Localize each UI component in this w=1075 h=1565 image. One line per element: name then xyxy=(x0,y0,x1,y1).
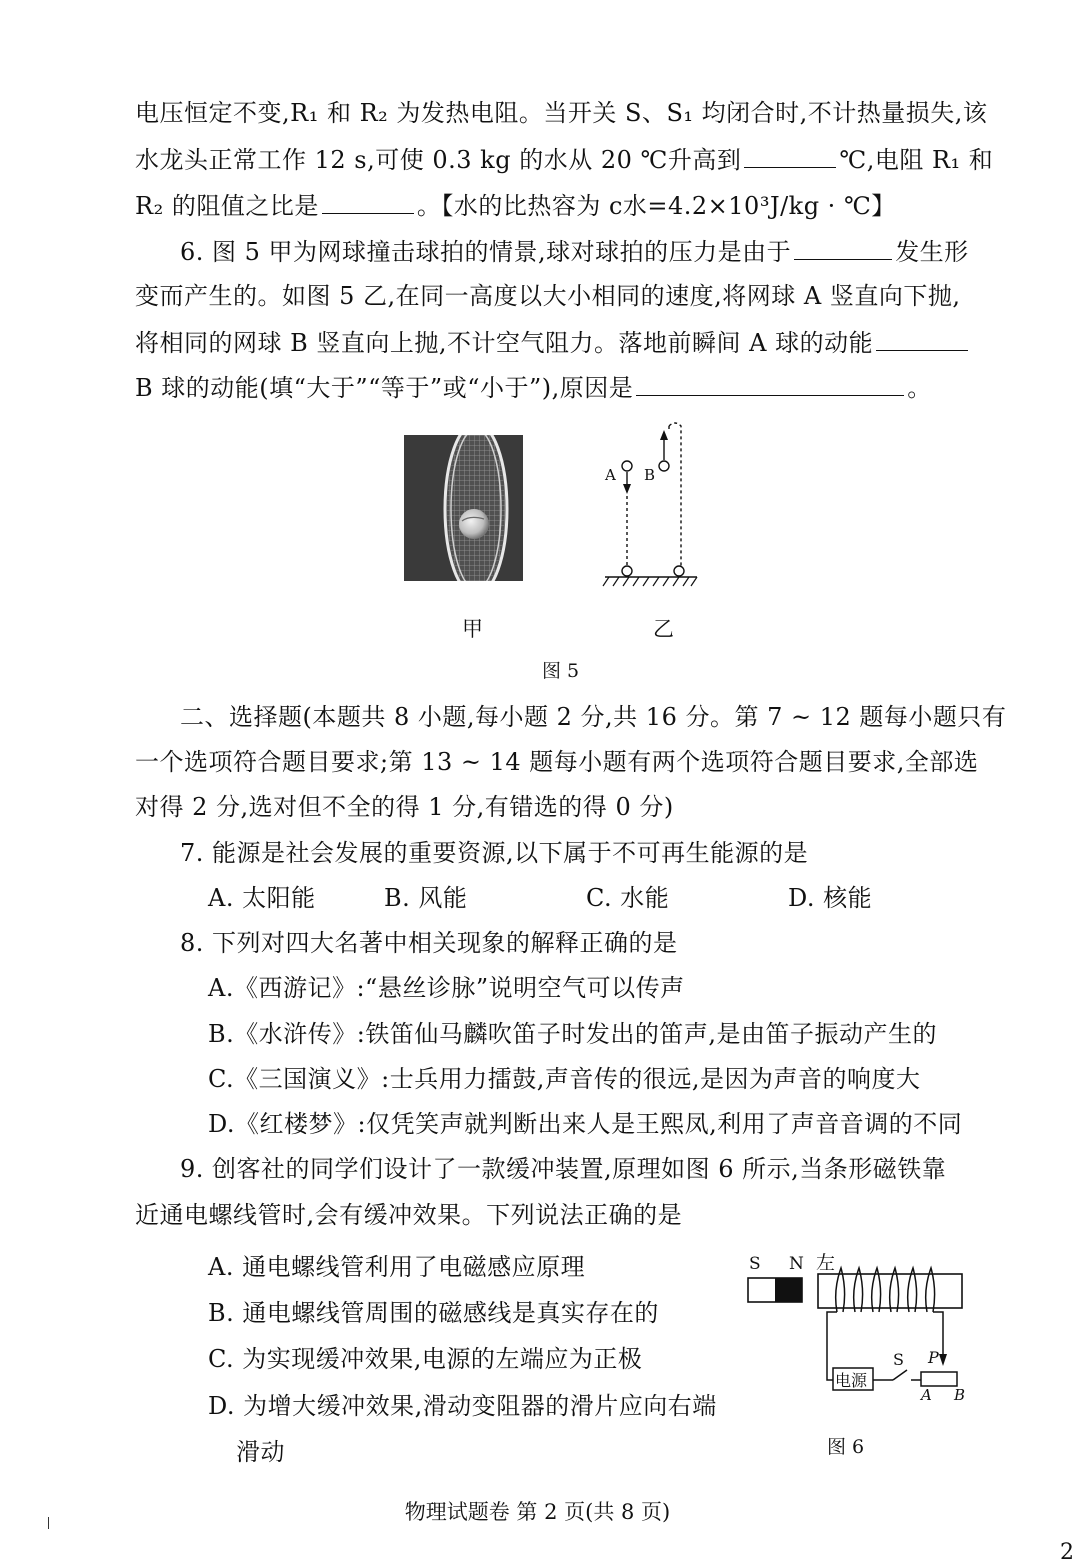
fig5-caption-jia: 甲 xyxy=(462,617,483,641)
q6-blank-reason[interactable] xyxy=(636,369,904,396)
switch-label: S xyxy=(893,1350,904,1369)
rheostat-b-label: B xyxy=(954,1386,966,1404)
q6-line1-text: 6. 图 5 甲为网球撞击球拍的情景,球对球拍的压力是由于 xyxy=(180,238,792,266)
q5-line3-text: R₂ 的阻值之比是 xyxy=(135,192,319,220)
q7-option-d[interactable]: D. 核能 xyxy=(788,884,873,912)
q5-line2 xyxy=(135,141,993,177)
fig5-caption-yi: 乙 xyxy=(653,617,674,641)
tennis-racket-illustration xyxy=(404,435,523,581)
q9-option-d-cont: 滑动 xyxy=(236,1438,285,1466)
fig5-caption: 图 5 xyxy=(542,660,580,682)
q7-option-c[interactable]: C. 水能 xyxy=(586,884,670,912)
q7-stem: 7. 能源是社会发展的重要资源,以下属于不可再生能源的是 xyxy=(180,839,809,867)
q7-option-a[interactable]: A. 太阳能 xyxy=(208,884,316,912)
q6-line1-tail: 发生形 xyxy=(895,238,969,266)
corner-page-number: 2 xyxy=(1060,1540,1074,1565)
q9-option-d[interactable]: D. 为增大缓冲效果,滑动变阻器的滑片应向右端 xyxy=(208,1392,717,1420)
section2-line3: 对得 2 分,选对但不全的得 1 分,有错选的得 0 分) xyxy=(135,793,674,821)
ball-b-label: B xyxy=(644,466,656,484)
q7-option-b[interactable]: B. 风能 xyxy=(384,884,468,912)
q5-line1: 电压恒定不变,R₁ 和 R₂ 为发热电阻。当开关 S、S₁ 均闭合时,不计热量损失,该 xyxy=(135,99,988,127)
ball-throw-diagram xyxy=(595,418,705,593)
q6-line3-text: 将相同的网球 B 竖直向上抛,不计空气阻力。落地前瞬间 A 球的动能 xyxy=(135,329,874,357)
section2-line1: 二、选择题(本题共 8 小题,每小题 2 分,共 16 分。第 7 ~ 12 题每小题只有 xyxy=(180,703,1007,731)
q9-option-b[interactable]: B. 通电螺线管周围的磁感线是真实存在的 xyxy=(208,1299,659,1327)
fig6-caption: 图 6 xyxy=(827,1436,865,1458)
q6-line1 xyxy=(180,233,969,269)
q8-option-b[interactable]: B.《水浒传》:铁笛仙马麟吹笛子时发出的笛声,是由笛子振动产生的 xyxy=(208,1020,937,1048)
section2-line2: 一个选项符合题目要求;第 13 ~ 14 题每小题有两个选项符合题目要求,全部选 xyxy=(135,748,979,776)
q5-blank-ratio[interactable] xyxy=(322,187,414,214)
q6-line2: 变而产生的。如图 5 乙,在同一高度以大小相同的速度,将网球 A 竖直向下抛, xyxy=(135,282,961,310)
q8-stem: 8. 下列对四大名著中相关现象的解释正确的是 xyxy=(180,929,678,957)
q6-line3 xyxy=(135,324,971,360)
slider-p-label: P xyxy=(928,1348,939,1367)
q8-option-a[interactable]: A.《西游记》:“悬丝诊脉”说明空气可以传声 xyxy=(208,974,685,1002)
page-footer: 物理试题卷 第 2 页(共 8 页) xyxy=(404,1500,671,1524)
q9-stem-line1: 9. 创客社的同学们设计了一款缓冲装置,原理如图 6 所示,当条形磁铁靠 xyxy=(180,1155,947,1183)
margin-mark xyxy=(48,1517,49,1529)
ball-a-label: A xyxy=(605,466,616,484)
q8-option-c[interactable]: C.《三国演义》:士兵用力擂鼓,声音传的很远,是因为声音的响度大 xyxy=(208,1065,921,1093)
power-source-label: 电源 xyxy=(835,1371,868,1390)
q9-option-a[interactable]: A. 通电螺线管利用了电磁感应原理 xyxy=(208,1253,586,1281)
q6-line4-text: B 球的动能(填“大于”“等于”或“小于”),原因是 xyxy=(135,374,634,402)
tennis-racket-photo xyxy=(404,435,523,581)
solenoid-left-label: 左 xyxy=(816,1252,836,1274)
magnet-s-label: S xyxy=(749,1254,761,1274)
q9-option-c[interactable]: C. 为实现缓冲效果,电源的左端应为正极 xyxy=(208,1345,643,1373)
q6-blank-compare[interactable] xyxy=(876,324,968,351)
solenoid-diagram xyxy=(745,1250,970,1410)
q5-line2-tail: ℃,电阻 R₁ 和 xyxy=(839,146,994,174)
q8-option-d[interactable]: D.《红楼梦》:仅凭笑声就判断出来人是王熙凤,利用了声音音调的不同 xyxy=(208,1110,963,1138)
q5-line2-text: 水龙头正常工作 12 s,可使 0.3 kg 的水从 20 ℃升高到 xyxy=(135,146,742,174)
ball-diagram-svg xyxy=(595,418,705,593)
q6-line4 xyxy=(135,369,932,405)
q6-blank-cause[interactable] xyxy=(794,233,892,260)
q5-line3 xyxy=(135,187,896,223)
q9-stem-line2: 近通电螺线管时,会有缓冲效果。下列说法正确的是 xyxy=(135,1201,683,1229)
q5-blank-temp[interactable] xyxy=(744,141,836,168)
q6-line4-tail: 。 xyxy=(907,374,932,402)
rheostat-a-label: A xyxy=(921,1386,932,1404)
magnet-n-label: N xyxy=(789,1254,804,1274)
q5-line3-tail: 。【水的比热容为 c水=4.2×10³J/kg · ℃】 xyxy=(416,192,896,220)
